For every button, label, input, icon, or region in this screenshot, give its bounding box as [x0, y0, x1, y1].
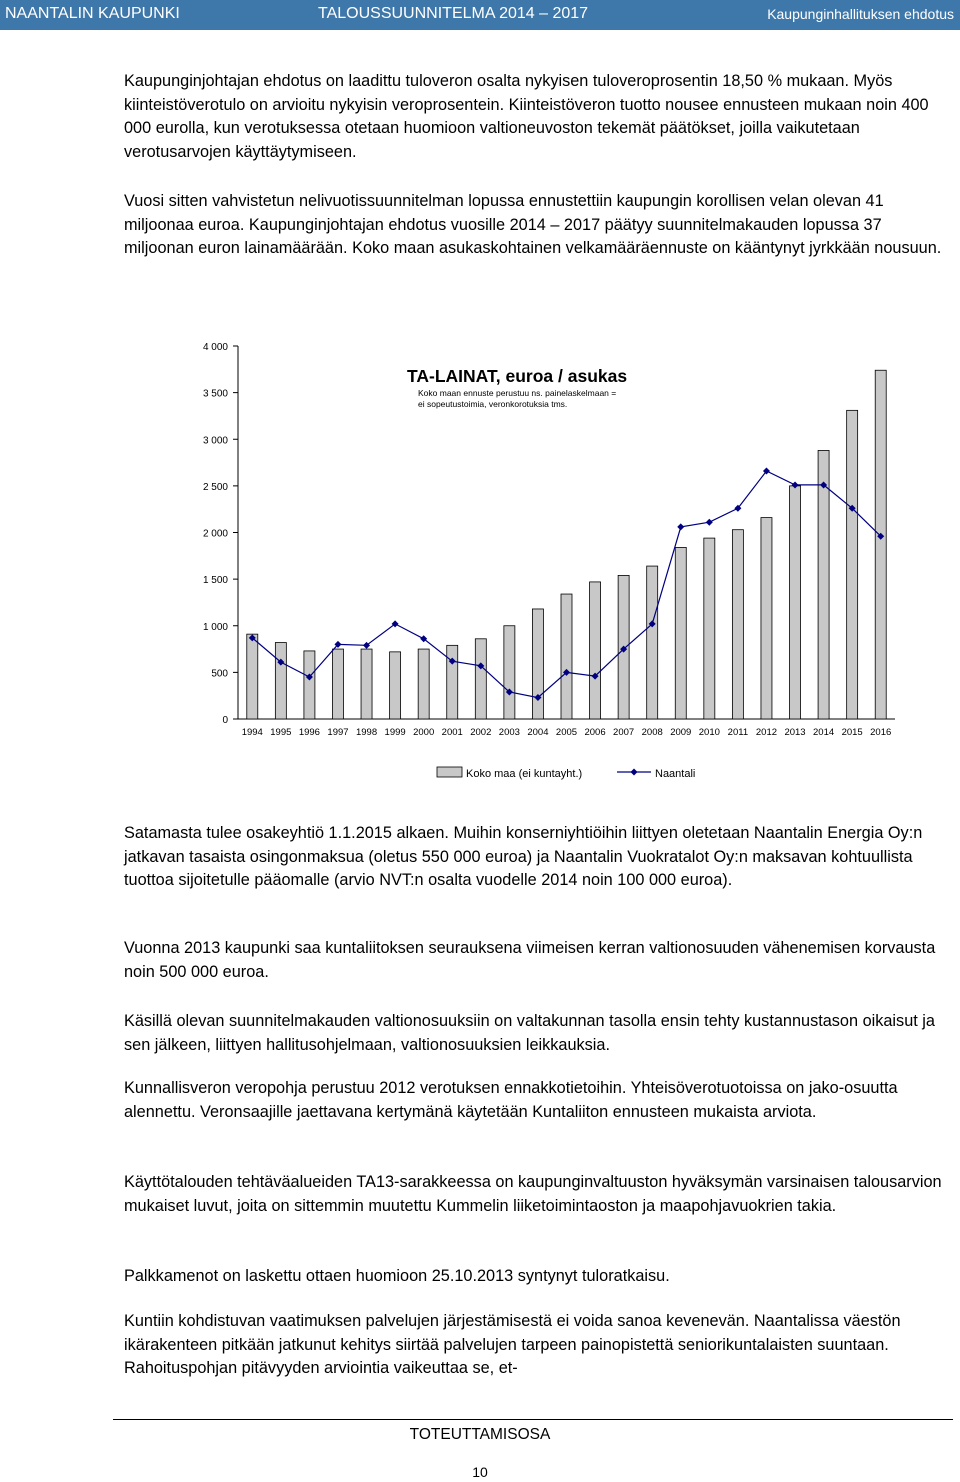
y-tick-label: 1 500 — [202, 575, 228, 587]
y-tick-label: 2 500 — [202, 481, 228, 493]
bar — [504, 626, 515, 719]
y-tick-label: 500 — [211, 668, 228, 680]
bar — [675, 547, 686, 719]
bar — [732, 530, 743, 719]
x-tick-label: 2013 — [784, 727, 806, 738]
x-tick-label: 1995 — [270, 727, 292, 738]
bar — [847, 410, 858, 719]
bar — [704, 538, 715, 719]
x-tick-label: 2004 — [527, 727, 549, 738]
x-tick-label: 2009 — [670, 727, 692, 738]
x-tick-label: 2010 — [698, 727, 720, 738]
header-status: Kaupunginhallituksen ehdotus — [767, 6, 954, 22]
data-point — [677, 523, 684, 530]
bar — [475, 639, 486, 719]
x-tick-label: 2015 — [841, 727, 863, 738]
page-number: 10 — [472, 1464, 488, 1480]
paragraph-services: Kuntiin kohdistuvan vaatimuksen palvelujen järjestämisestä ei voida sanoa kevenevän. Naantalissa väestön ikärakenteen pitkään jatkunut kehitys siirtää palvelujen tarpeen painopistettä seniorikuntalaisten suuntaan. Rahoituspohjan pitävyyden arviointia vaikeuttaa se, et- — [124, 1312, 901, 1377]
bar — [790, 486, 801, 719]
y-tick-label: 0 — [222, 715, 228, 726]
x-tick-label: 2011 — [727, 727, 749, 738]
legend-swatch-bars — [437, 767, 462, 777]
x-tick-label: 2002 — [470, 727, 492, 738]
y-tick-label: 3 500 — [202, 388, 228, 400]
x-tick-label: 1996 — [298, 727, 320, 738]
y-tick-label: 1 000 — [202, 621, 228, 633]
x-tick-label: 2001 — [441, 727, 463, 738]
footer-section: TOTEUTTAMISOSA — [409, 1426, 551, 1443]
data-point — [706, 519, 713, 526]
bar — [818, 450, 829, 719]
chart-subtitle-line-1: Koko maan ennuste perustuu ns. painelaskelmaan = — [418, 388, 617, 398]
footer-divider — [113, 1419, 953, 1420]
x-tick-label: 2007 — [613, 727, 635, 738]
chart-subtitle-line-2: ei sopeutustoimia, veronkorotuksia tms. — [418, 399, 568, 409]
y-tick-label: 3 000 — [202, 435, 228, 447]
bar — [390, 652, 401, 719]
bar — [332, 649, 343, 719]
y-tick-label: 4 000 — [202, 342, 228, 353]
paragraph-state-subsidy-compensation: Vuonna 2013 kaupunki saa kuntaliitoksen seurauksena viimeisen kerran valtionosuuden vähenemisen korvausta noin 500 000 euroa. — [124, 939, 936, 981]
paragraph-salaries: Palkkamenot on laskettu ottaen huomioon 25.10.2013 syntynyt tuloratkaisu. — [124, 1267, 670, 1285]
x-tick-label: 2006 — [584, 727, 606, 738]
bar — [304, 651, 315, 719]
bar — [247, 634, 258, 719]
bar — [275, 643, 286, 719]
header-municipality: NAANTALIN KAUPUNKI — [5, 5, 180, 22]
paragraph-state-subsidies: Käsillä olevan suunnitelmakauden valtionosuuksiin on valtakunnan tasolla ensin tehty kustannustason oikaisut ja sen jälkeen, liittyen hallitusohjelmaan, valtionosuuksien leikkauksia. — [124, 1012, 935, 1054]
paragraph-debt: Vuosi sitten vahvistetun nelivuotissuunnitelman lopussa ennustettiin kaupungin korollisen velan olevan 41 miljoonaa euroa. Kaupunginjohtajan ehdotus vuosille 2014 – 2017 päätyy suunnitelmakauden lopussa 37 miljoonan euron lainamäärään. Koko maan asukaskohtainen velkamääräennuste on kääntynyt jyrkkään nousuun. — [124, 192, 942, 257]
page-header — [0, 0, 960, 30]
bar — [418, 649, 429, 719]
x-tick-label: 2003 — [498, 727, 520, 738]
bar — [532, 609, 543, 719]
y-tick-label: 2 000 — [202, 528, 228, 540]
x-tick-label: 1998 — [355, 727, 378, 738]
x-tick-label: 1999 — [384, 727, 406, 738]
x-tick-label: 2012 — [755, 727, 778, 738]
bar — [590, 582, 601, 719]
bar — [761, 518, 772, 719]
paragraph-tax: Kaupunginjohtajan ehdotus on laadittu tuloveron osalta nykyisen tuloveroprosentin 18,50 % mukaan. Myös kiinteistöverotulo on arvioitu nykyisin veroprosentein. Kiinteistöveron tuotto nousee ennusteen mukaan noin 400 000 eurolla, kun verotuksessa otetaan huomioon valtioneuvoston tekemät päätökset, joilla vaikutetaan verotusarvojen käyttäytymiseen. — [124, 72, 929, 161]
x-tick-label: 1994 — [241, 727, 263, 738]
x-tick-label: 2008 — [641, 727, 663, 738]
x-tick-label: 2014 — [813, 727, 835, 738]
x-tick-label: 2005 — [555, 727, 578, 738]
x-tick-label: 2000 — [413, 727, 435, 738]
x-tick-label: 1997 — [327, 727, 349, 738]
bar — [875, 370, 886, 719]
debt-per-capita-chart — [0, 330, 960, 800]
paragraph-tax-base: Kunnallisveron veropohja perustuu 2012 verotuksen ennakkotietoihin. Yhteisöverotuotoissa on jako-osuutta alennettu. Veronsaajille jaettavana kertymänä käytetään Kuntaliiton ennusteen mukaista arviota. — [124, 1079, 898, 1121]
x-tick-label: 2016 — [870, 727, 892, 738]
legend-marker — [631, 769, 638, 776]
legend-label-line: Naantali — [655, 768, 696, 780]
header-document-title: TALOUSSUUNNITELMA 2014 – 2017 — [318, 5, 589, 22]
bar — [647, 566, 658, 719]
chart-title: TA-LAINAT, euroa / asukas — [407, 366, 628, 386]
legend-label-bars: Koko maa (ei kuntayht.) — [466, 768, 583, 780]
bar — [561, 594, 572, 719]
paragraph-harbour: Satamasta tulee osakeyhtiö 1.1.2015 alkaen. Muihin konserniyhtiöihin liittyen oletetaan Naantalin Energia Oy:n jatkavan tasaista osingonmaksua (oletus 550 000 euroa) ja Naantalin Vuokratalot Oy:n maksavan kohtuullista tuottoa sijoitetulle pääomalle (arvio NVT:n osalta vuodelle 2014 noin 100 000 euroa). — [124, 824, 923, 889]
paragraph-operating-economy: Käyttötalouden tehtäväalueiden TA13-sarakkeessa on kaupunginvaltuuston hyväksymän varsinaisen talousarvion mukaiset luvut, joita on sittemmin muutettu Kummelin liiketoimintaoston ja maapohjavuokrien takia. — [124, 1173, 942, 1215]
bar — [447, 645, 458, 719]
bar — [361, 649, 372, 719]
